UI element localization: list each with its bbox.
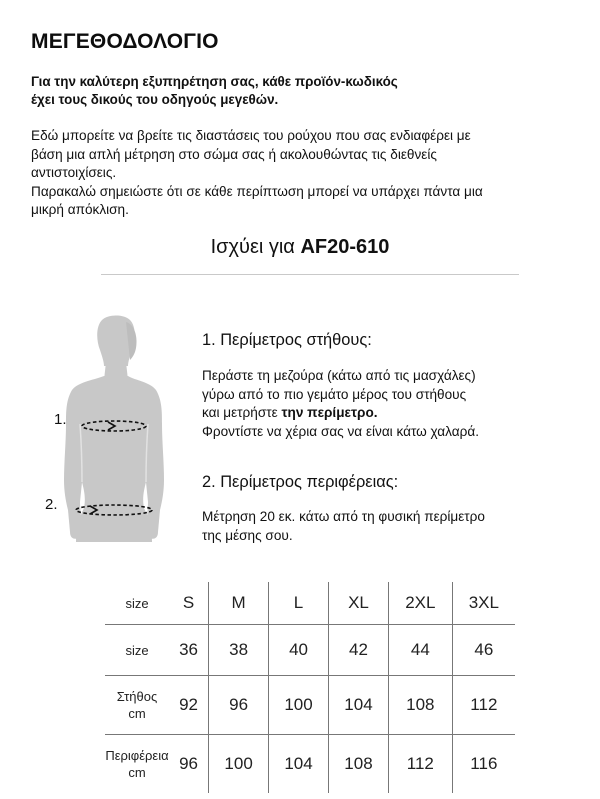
table-cell: 44 (388, 625, 452, 676)
table-cell: 96 (209, 676, 269, 735)
section-hips-text (202, 508, 562, 545)
row-label: size (125, 595, 149, 611)
section-chest-line: Φροντίστε να χέρια σας να είναι κάτω χαλαρά. (202, 423, 479, 439)
table-row (105, 735, 515, 794)
figure-label-hips: 2. (45, 496, 58, 513)
subtitle-line: έχει τους δικούς του οδηγούς μεγεθών. (31, 92, 279, 107)
row-label-line: cm (128, 765, 146, 780)
row-label-line: Στήθος (116, 689, 158, 704)
section-chest-line-prefix: και μετρήστε (202, 405, 278, 420)
table-cell: 3XL (452, 582, 515, 625)
table-cell: 96 (169, 735, 209, 794)
table-cell: 100 (209, 735, 269, 794)
intro-line: Παρακαλώ σημειώστε ότι σε κάθε περίπτωση μπορεί να υπάρχει πάντα μια (31, 183, 483, 199)
table-cell: M (209, 582, 269, 625)
table-cell: 100 (269, 676, 329, 735)
section-chest-line: γύρω από το πιο γεμάτο μέρος του στήθους (202, 386, 467, 402)
table-cell: 92 (169, 676, 209, 735)
table-cell: 112 (388, 735, 452, 794)
section-chest-line: Περάστε τη μεζούρα (κάτω από τις μασχάλες) (202, 368, 476, 383)
figure-label-chest: 1. (54, 411, 67, 428)
page-title: ΜΕΓΕΘΟΔΟΛΟΓΙΟ (31, 30, 219, 53)
row-label-line: cm (128, 706, 146, 721)
section-hips-line: Μέτρηση 20 εκ. κάτω από τη φυσική περίμετρο (202, 509, 485, 524)
intro-line: βάση μια απλή μέτρηση στο σώμα σας ή ακολουθώντας τις διεθνείς (31, 146, 437, 162)
intro-text (31, 127, 571, 220)
row-label (105, 676, 169, 735)
table-cell: 108 (388, 676, 452, 735)
table-cell: 104 (329, 676, 389, 735)
intro-line: αντιστοιχίσεις. (31, 165, 117, 180)
section-chest-line (202, 404, 562, 423)
row-label: size (105, 625, 169, 676)
table-cell: XL (329, 582, 389, 625)
size-table (105, 582, 515, 793)
table-cell: 112 (452, 676, 515, 735)
applies-prefix: Ισχύει για (210, 236, 295, 258)
section-chest-text (202, 367, 562, 441)
product-code: AF20-610 (300, 236, 390, 258)
subtitle-line: Για την καλύτερη εξυπηρέτηση σας, κάθε προϊόν-κωδικός (31, 74, 398, 89)
table-cell: 46 (452, 625, 515, 676)
table-cell: 104 (269, 735, 329, 794)
table-cell: 2XL (388, 582, 452, 625)
table-cell: 116 (452, 735, 515, 794)
table-row (105, 625, 515, 676)
table-cell: 108 (329, 735, 389, 794)
section-hips-line: της μέσης σου. (202, 527, 293, 543)
table-cell: 42 (329, 625, 389, 676)
row-label (105, 735, 169, 794)
table-row (105, 676, 515, 735)
intro-line: Εδώ μπορείτε να βρείτε τις διαστάσεις του ρούχου που σας ενδιαφέρει με (31, 128, 471, 143)
intro-line: μικρή απόκλιση. (31, 202, 129, 217)
table-cell: L (269, 582, 329, 625)
section-hips-title: 2. Περίμετρος περιφέρειας: (202, 473, 399, 491)
section-chest-title: 1. Περίμετρος στήθους: (202, 331, 372, 349)
applies-to-heading (0, 236, 600, 259)
subtitle (31, 73, 551, 109)
table-cell: 38 (209, 625, 269, 676)
table-cell: 36 (169, 625, 209, 676)
table-cell: S (182, 593, 195, 612)
table-row (105, 582, 515, 625)
female-torso-silhouette (44, 312, 184, 562)
row-label-line: Περιφέρεια (105, 748, 169, 763)
section-chest-line-bold: την περίμετρο. (281, 405, 378, 420)
divider (101, 274, 519, 275)
table-cell: 40 (269, 625, 329, 676)
